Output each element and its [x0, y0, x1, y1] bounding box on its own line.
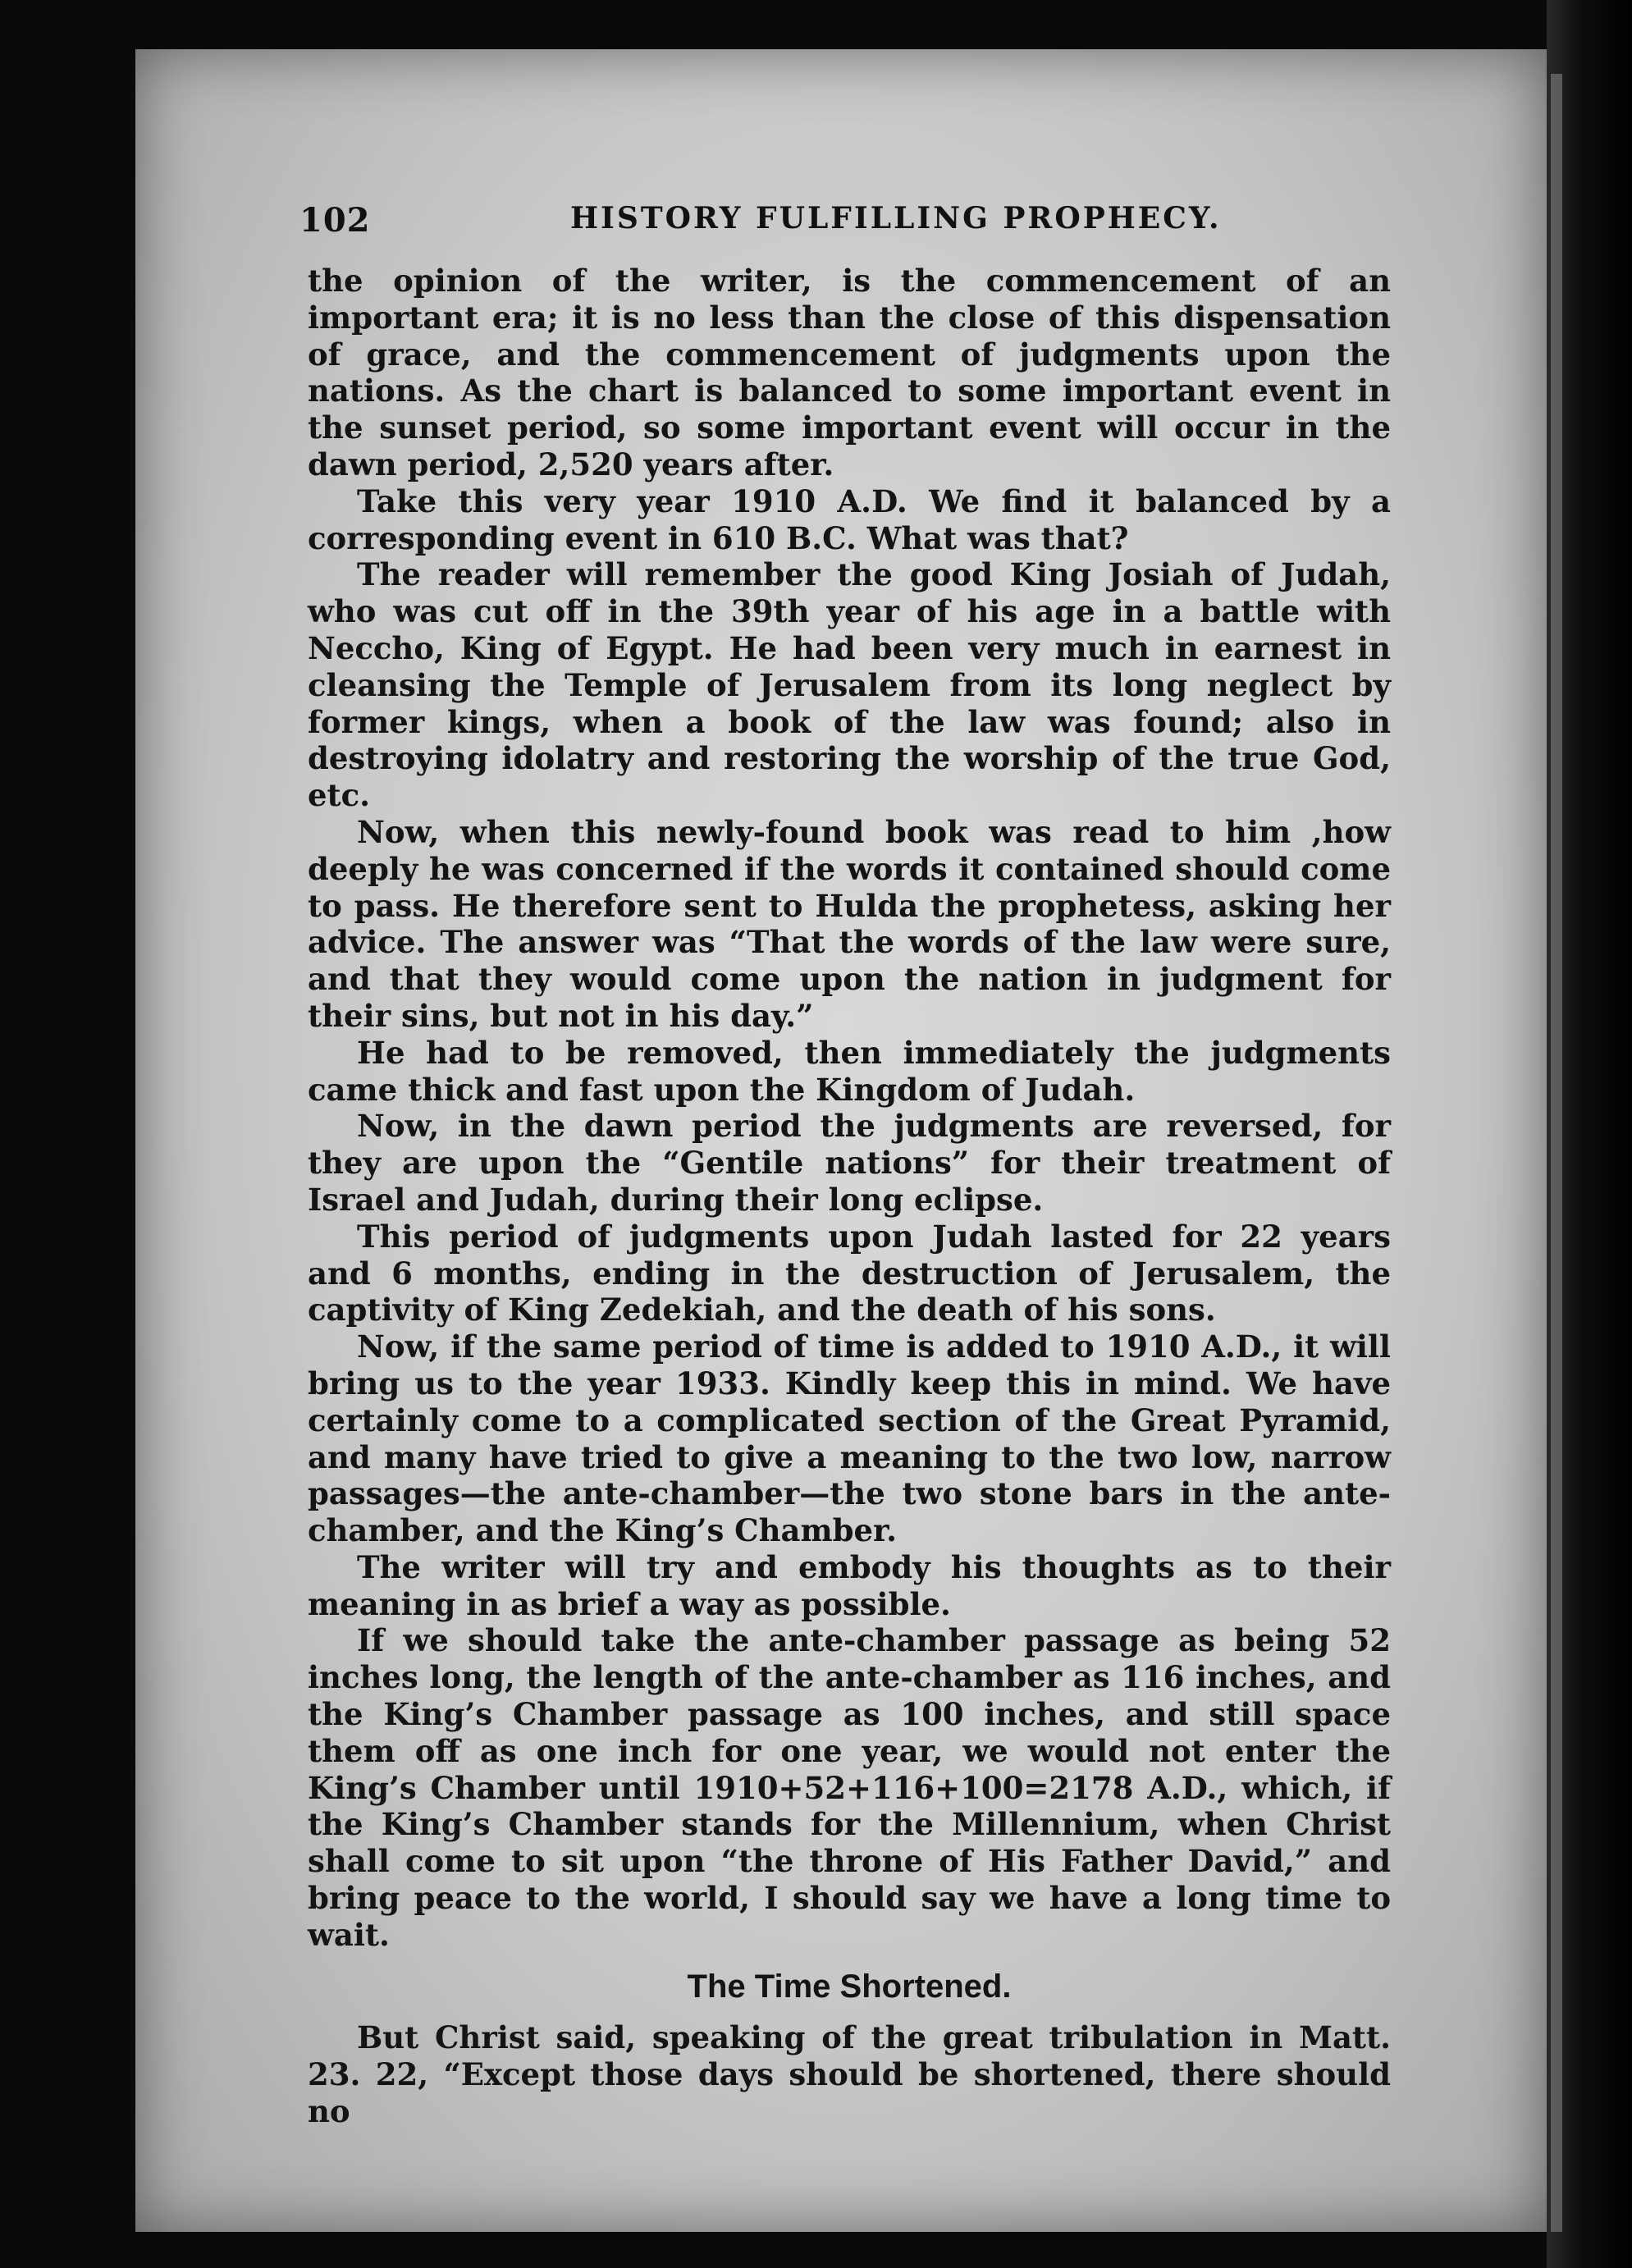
- paragraph-4: Now, when this newly-found book was read to him ,how deeply he was concerned if the words it contained should come to pass. He therefore sent to Hulda the prophetess, asking her advice. The answer was “That the words of the law were sure, and that they would come upon the nation in judgment for their sins, but not in his day.”: [308, 813, 1391, 1034]
- closing-paragraph: But Christ said, speaking of the great tribulation in Matt. 23. 22, “Except those days should be shortened, there should no: [308, 2019, 1391, 2130]
- paragraph-6: Now, in the dawn period the judgments are reversed, for they are upon the “Gentile nations” for their treatment of Israel and Judah, during their long eclipse.: [308, 1108, 1391, 1218]
- facing-page-edge: [1551, 74, 1562, 2232]
- page-number: 102: [299, 201, 371, 240]
- running-head: HISTORY FULFILLING PROPHECY.: [570, 201, 1222, 235]
- body-text: [308, 263, 1391, 2130]
- paragraph-7: This period of judgments upon Judah lasted for 22 years and 6 months, ending in the destruction of Jerusalem, the captivity of King Zedekiah, and the death of his sons.: [308, 1218, 1391, 1328]
- section-heading: The Time Shortened.: [687, 1968, 1012, 2005]
- paragraph-2: Take this very year 1910 A.D. We find it balanced by a corresponding event in 610 B.C. What was that?: [308, 482, 1391, 556]
- paragraph-3: The reader will remember the good King Josiah of Judah, who was cut off in the 39th year of his age in a battle with Neccho, King of Egypt. He had been very much in earnest in cleansing the Temple of Jerusalem from its long neglect by former kings, when a book of the law was found; also in destroying idolatry and restoring the worship of the true God, etc.: [308, 556, 1391, 814]
- paragraph-1: the opinion of the writer, is the commencement of an important era; it is no less than the close of this dispensation of grace, and the commencement of judgments upon the nations. As the chart is balanced to some important event in the sunset period, so some important event will occur in the dawn period, 2,520 years after.: [308, 263, 1391, 482]
- paragraph-5: He had to be removed, then immediately the judgments came thick and fast upon the Kingdom of Judah.: [308, 1034, 1391, 1108]
- paragraph-9: The writer will try and embody his thoughts as to their meaning in as brief a way as possible.: [308, 1548, 1391, 1622]
- paragraph-8: Now, if the same period of time is added to 1910 A.D., it will bring us to the year 1933. Kindly keep this in mind. We have certainly come to a complicated section of the Great Pyramid, and many have tried to give a meaning to the two low, narrow passages—the ante-chamber—the two stone bars in the ante-chamber, and the King’s Chamber.: [308, 1328, 1391, 1549]
- paragraph-10: If we should take the ante-chamber passage as being 52 inches long, the length of the ante-chamber as 116 inches, and the King’s Chamber passage as 100 inches, and still space them off as one inch for one year, we would not enter the King’s Chamber until 1910+52+116+100=2178 A.D., which, if the King’s Chamber stands for the Millennium, when Christ shall come to sit upon “the throne of His Father David,” and bring peace to the world, I should say we have a long time to wait.: [308, 1622, 1391, 1953]
- page-header: [299, 201, 1391, 250]
